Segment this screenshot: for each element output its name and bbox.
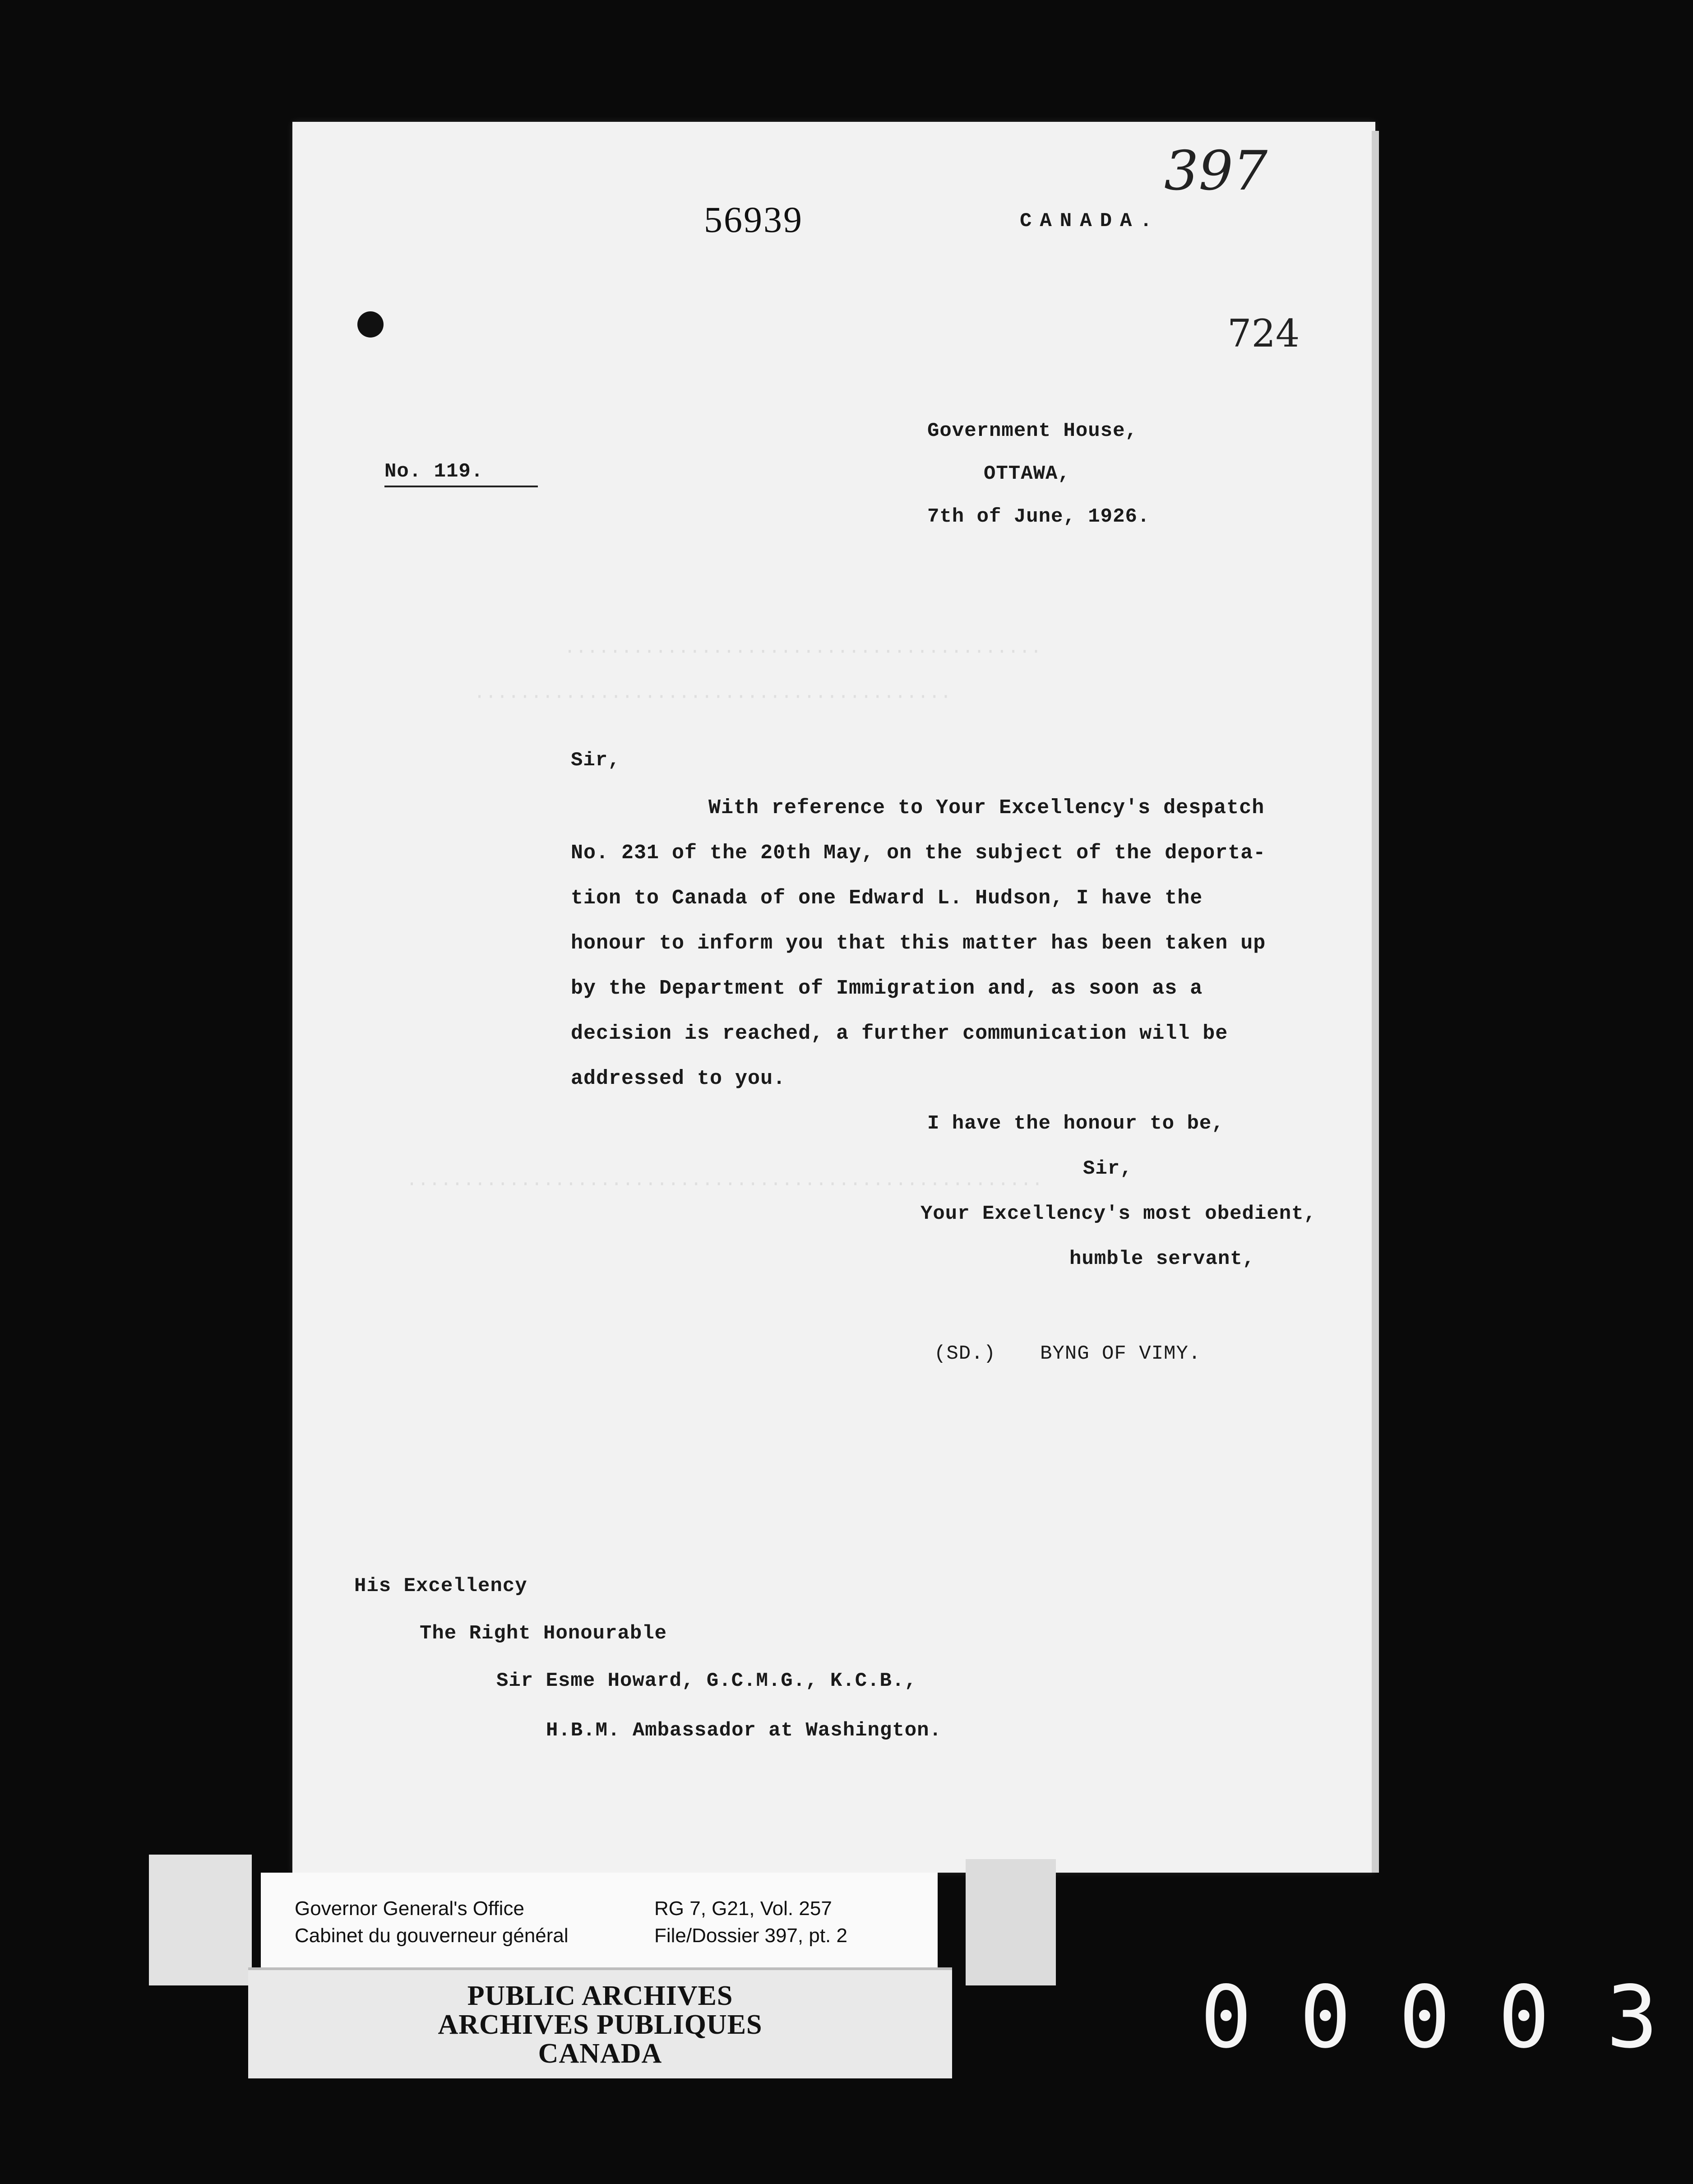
film-tab (966, 1859, 1056, 1985)
recipient-line: The Right Honourable (420, 1622, 667, 1645)
letter-number: No. 119. (384, 460, 484, 483)
archive-file: File/Dossier 397, pt. 2 (654, 1925, 847, 1947)
recipient-line: His Excellency (354, 1575, 527, 1597)
page-edge (1372, 131, 1379, 1873)
address-line: OTTAWA, (984, 463, 1070, 485)
frame-counter-digit: 3 (1606, 1967, 1658, 2067)
film-tab (149, 1855, 252, 1985)
frame-counter-digit: 0 (1399, 1967, 1451, 2067)
page-number: 724 (1227, 311, 1300, 356)
punch-hole (357, 311, 384, 338)
archives-title-en: PUBLIC ARCHIVES (467, 1980, 733, 2011)
body-line: by the Department of Immigration and, as soon as a (571, 977, 1203, 1000)
letter-date: 7th of June, 1926. (927, 505, 1150, 528)
letter-number-underline (384, 486, 538, 487)
office-fr: Cabinet du gouverneur général (295, 1925, 569, 1947)
recipient-line: Sir Esme Howard, G.C.M.G., K.C.B., (496, 1670, 917, 1692)
archive-reference-label (261, 1873, 938, 1967)
archive-reference: RG 7, G21, Vol. 257 (654, 1897, 832, 1920)
body-line: tion to Canada of one Edward L. Hudson, I have the (571, 887, 1203, 910)
body-line: honour to inform you that this matter has been taken up (571, 932, 1266, 955)
address-line: Government House, (927, 420, 1138, 442)
closing-line: Sir, (1083, 1157, 1133, 1180)
body-line: With reference to Your Excellency's despatch (708, 796, 1265, 819)
country-heading: CANADA. (1020, 210, 1160, 232)
bleed-through: ·········································· (564, 641, 1042, 662)
office-en: Governor General's Office (295, 1897, 524, 1920)
body-line: decision is reached, a further communication will be (571, 1022, 1228, 1045)
public-archives-banner (248, 1967, 952, 2078)
frame-counter-digit: 0 (1498, 1967, 1550, 2067)
frame-counter-digit: 0 (1300, 1967, 1351, 2067)
closing-line: I have the honour to be, (927, 1112, 1224, 1135)
bleed-through: ························································ (406, 1173, 1043, 1195)
folio-number: 397 (1164, 140, 1268, 203)
archives-title-fr: ARCHIVES PUBLIQUES (438, 2009, 763, 2040)
salutation: Sir, (571, 749, 620, 772)
frame-counter-digit: 0 (1200, 1967, 1252, 2067)
archives-country: CANADA (538, 2038, 662, 2069)
closing-line: humble servant, (1069, 1248, 1255, 1270)
body-line: No. 231 of the 20th May, on the subject of the deporta- (571, 842, 1266, 865)
signature-prefix: (SD.) (934, 1342, 996, 1365)
signature: BYNG OF VIMY. (1040, 1342, 1201, 1365)
body-line: addressed to you. (571, 1067, 786, 1090)
bleed-through: ·········································· (474, 686, 952, 708)
closing-line: Your Excellency's most obedient, (921, 1203, 1316, 1225)
stamp-number: 56939 (704, 199, 803, 240)
recipient-line: H.B.M. Ambassador at Washington. (546, 1719, 942, 1742)
